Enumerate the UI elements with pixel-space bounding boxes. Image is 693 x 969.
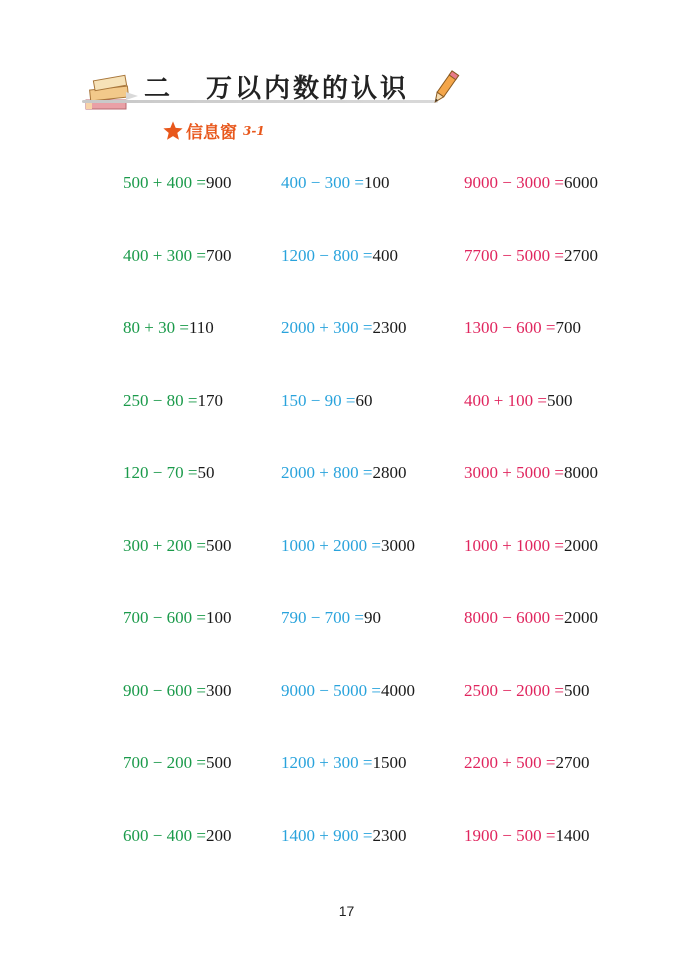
- equation: [281, 463, 406, 483]
- star-icon: [162, 120, 184, 142]
- equation: [464, 318, 581, 338]
- equation-answer: 500: [205, 753, 232, 772]
- equation-expression: 600 − 400 =: [123, 825, 206, 845]
- equation: [464, 826, 589, 846]
- equation-expression: 1200 − 800 =: [281, 245, 373, 265]
- equation: [123, 391, 223, 411]
- books-icon: [82, 74, 142, 114]
- equation: [464, 536, 598, 556]
- equation-answer: 90: [363, 608, 381, 627]
- equation-answer: 2700: [555, 753, 590, 772]
- equation-answer: 6000: [563, 173, 598, 192]
- equation-expression: 790 − 700 =: [281, 608, 364, 627]
- equation: [281, 173, 389, 193]
- section-heading: [162, 118, 265, 146]
- equation: [123, 753, 231, 773]
- section-code: 3-1: [243, 123, 265, 138]
- equation-answer: 700: [205, 245, 232, 265]
- equation-expression: 1900 − 500 =: [464, 825, 556, 845]
- equation-answer: 200: [205, 825, 232, 845]
- equation-expression: 400 − 300 =: [281, 173, 364, 192]
- equation: [281, 318, 406, 338]
- equation-answer: 700: [555, 318, 581, 337]
- equation-answer: 2300: [372, 825, 407, 845]
- section-title: 信息窗: [186, 123, 237, 143]
- chapter-header: [82, 66, 462, 116]
- equation-answer: 170: [197, 390, 223, 410]
- equation-expression: 9000 − 3000 =: [464, 173, 564, 192]
- equation: [464, 681, 589, 701]
- equation-expression: 3000 + 5000 =: [464, 463, 564, 482]
- chapter-title: 万以内数的认识: [206, 74, 410, 104]
- equation: [464, 391, 572, 411]
- equation-expression: 1400 + 900 =: [281, 825, 373, 845]
- equation-answer: 1400: [555, 825, 590, 845]
- equation: [123, 173, 231, 193]
- equation-expression: 300 + 200 =: [123, 535, 206, 555]
- equation-answer: 500: [205, 535, 232, 555]
- equation-answer: 100: [363, 173, 390, 192]
- equation-answer: 2000: [563, 535, 598, 555]
- equation-expression: 7700 − 5000 =: [464, 245, 564, 265]
- equation-answer: 500: [563, 680, 590, 700]
- equation-answer: 1500: [372, 753, 407, 772]
- equation-answer: 500: [546, 390, 573, 410]
- equation-answer: 900: [205, 173, 232, 192]
- equation-answer: 100: [205, 608, 232, 627]
- equation-answer: 8000: [563, 463, 598, 482]
- equation: [123, 608, 231, 628]
- equation: [123, 246, 231, 266]
- equation-expression: 80 + 30 =: [123, 318, 189, 337]
- equation-answer: 2000: [563, 608, 598, 627]
- pencil-icon: [430, 68, 460, 108]
- equation: [281, 246, 398, 266]
- equation-expression: 120 − 70 =: [123, 463, 198, 482]
- equation: [281, 826, 406, 846]
- equation-answer: 2300: [372, 318, 407, 337]
- equation-answer: 2700: [563, 245, 598, 265]
- equation: [123, 826, 231, 846]
- equation-expression: 2500 − 2000 =: [464, 680, 564, 700]
- equation-expression: 1300 − 600 =: [464, 318, 556, 337]
- equation-expression: 1200 + 300 =: [281, 753, 373, 772]
- equation-answer: 50: [197, 463, 215, 482]
- equation-expression: 9000 − 5000 =: [281, 680, 381, 700]
- equation-expression: 150 − 90 =: [281, 390, 356, 410]
- equation-expression: 500 + 400 =: [123, 173, 206, 192]
- equation-expression: 8000 − 6000 =: [464, 608, 564, 627]
- equation-expression: 1000 + 1000 =: [464, 535, 564, 555]
- equation: [281, 681, 415, 701]
- equation: [281, 608, 381, 628]
- equation-answer: 110: [188, 318, 214, 337]
- equation: [464, 246, 598, 266]
- equation: [281, 536, 415, 556]
- equation-answer: 300: [205, 680, 232, 700]
- equation-expression: 900 − 600 =: [123, 680, 206, 700]
- equation: [123, 536, 231, 556]
- equation-answer: 60: [355, 390, 373, 410]
- equation-expression: 400 + 100 =: [464, 390, 547, 410]
- equation: [464, 463, 598, 483]
- equation-expression: 2000 + 800 =: [281, 463, 373, 482]
- equation: [464, 173, 598, 193]
- equation: [464, 753, 589, 773]
- equation: [281, 391, 372, 411]
- equation-answer: 2800: [372, 463, 407, 482]
- equation: [123, 681, 231, 701]
- equation-answer: 400: [372, 245, 398, 265]
- equation-expression: 250 − 80 =: [123, 390, 198, 410]
- chapter-number: 二: [144, 74, 171, 104]
- page-number: 17: [338, 903, 355, 919]
- equation-expression: 1000 + 2000 =: [281, 535, 381, 555]
- equation: [123, 318, 214, 338]
- equation-expression: 2200 + 500 =: [464, 753, 556, 772]
- equation-expression: 400 + 300 =: [123, 245, 206, 265]
- equation-answer: 4000: [380, 680, 415, 700]
- equation-expression: 700 − 600 =: [123, 608, 206, 627]
- equation-expression: 2000 + 300 =: [281, 318, 373, 337]
- equation: [123, 463, 214, 483]
- equation: [281, 753, 406, 773]
- equation-expression: 700 − 200 =: [123, 753, 206, 772]
- equation: [464, 608, 598, 628]
- equation-answer: 3000: [380, 535, 415, 555]
